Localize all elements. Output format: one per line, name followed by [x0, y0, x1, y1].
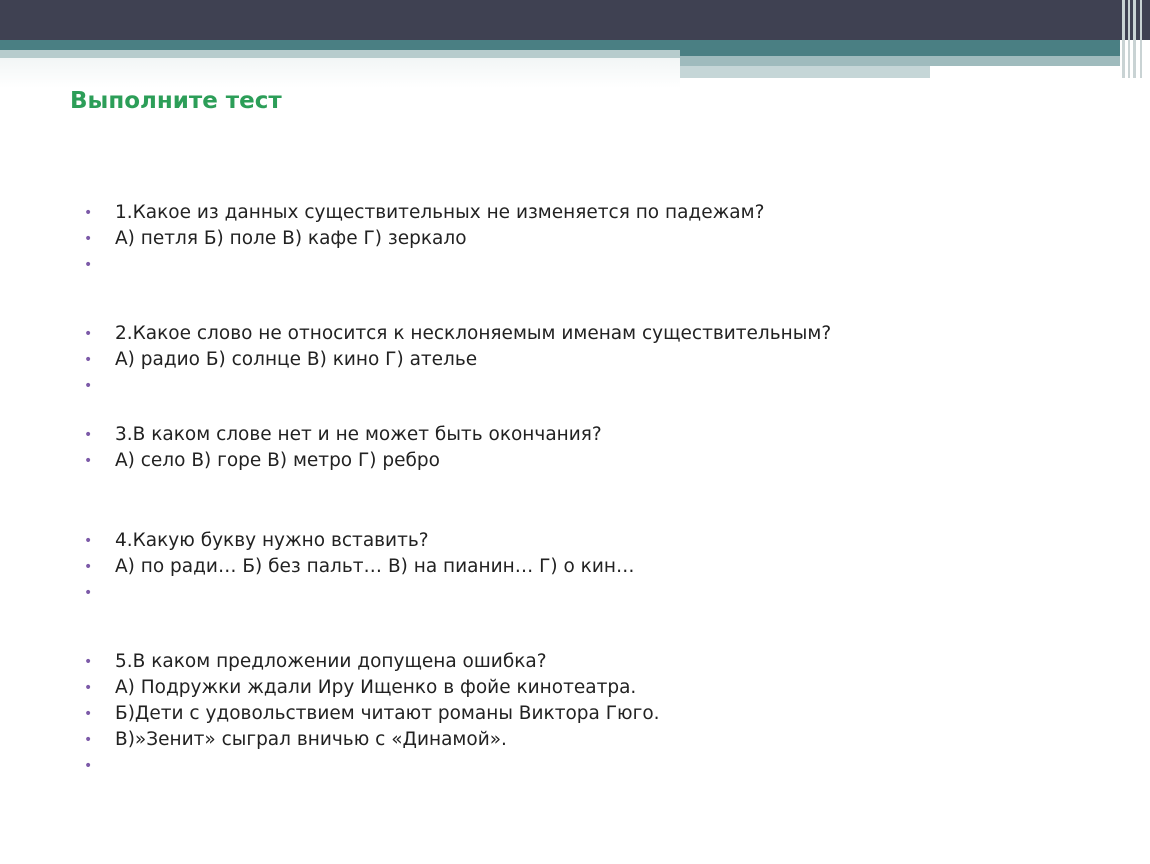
bullet-icon: • [84, 758, 93, 774]
answer-options: А) петля Б) поле В) кафе Г) зеркало [115, 228, 467, 249]
bullet-icon: • [84, 427, 93, 443]
slide-title: Выполните тест [70, 88, 282, 114]
question-text: 2.Какое слово не относится к несклоняемым именам существительным? [115, 323, 832, 344]
question-text: 1.Какое из данных существительных не изменяется по падежам? [115, 202, 765, 223]
bullet-icon: • [84, 205, 93, 221]
header-band-light [0, 50, 680, 58]
answer-options: А) село В) горе В) метро Г) ребро [115, 450, 440, 471]
answer-option-a: А) Подружки ждали Иру Ищенко в фойе кинотеатра. [115, 677, 637, 698]
question-text: 5.В каком предложении допущена ошибка? [115, 651, 547, 672]
bullet-icon: • [84, 257, 93, 273]
header-band-light [680, 56, 1120, 66]
bullet-icon: • [84, 352, 93, 368]
bullet-icon: • [84, 378, 93, 394]
bullet-icon: • [84, 732, 93, 748]
question-text: 3.В каком слове нет и не может быть окончания? [115, 424, 602, 445]
bullet-icon: • [84, 680, 93, 696]
header-decor-lines [1118, 0, 1150, 78]
question-text: 4.Какую букву нужно вставить? [115, 530, 429, 551]
bullet-icon: • [84, 326, 93, 342]
bullet-icon: • [84, 585, 93, 601]
bullet-icon: • [84, 706, 93, 722]
bullet-icon: • [84, 453, 93, 469]
answer-option-b: Б)Дети с удовольствием читают романы Виктора Гюго. [115, 703, 660, 724]
bullet-icon: • [84, 559, 93, 575]
bullet-icon: • [84, 533, 93, 549]
answer-option-c: В)»Зенит» сыграл вничью с «Динамой». [115, 729, 507, 750]
header-band-light [680, 66, 930, 78]
answer-options: А) радио Б) солнце В) кино Г) ателье [115, 349, 478, 370]
bullet-icon: • [84, 654, 93, 670]
bullet-icon: • [84, 231, 93, 247]
header-band-dark [0, 0, 1150, 40]
header-fade [0, 58, 680, 88]
answer-options: А) по ради… Б) без пальт… В) на пианин… Г) о кин… [115, 556, 635, 577]
